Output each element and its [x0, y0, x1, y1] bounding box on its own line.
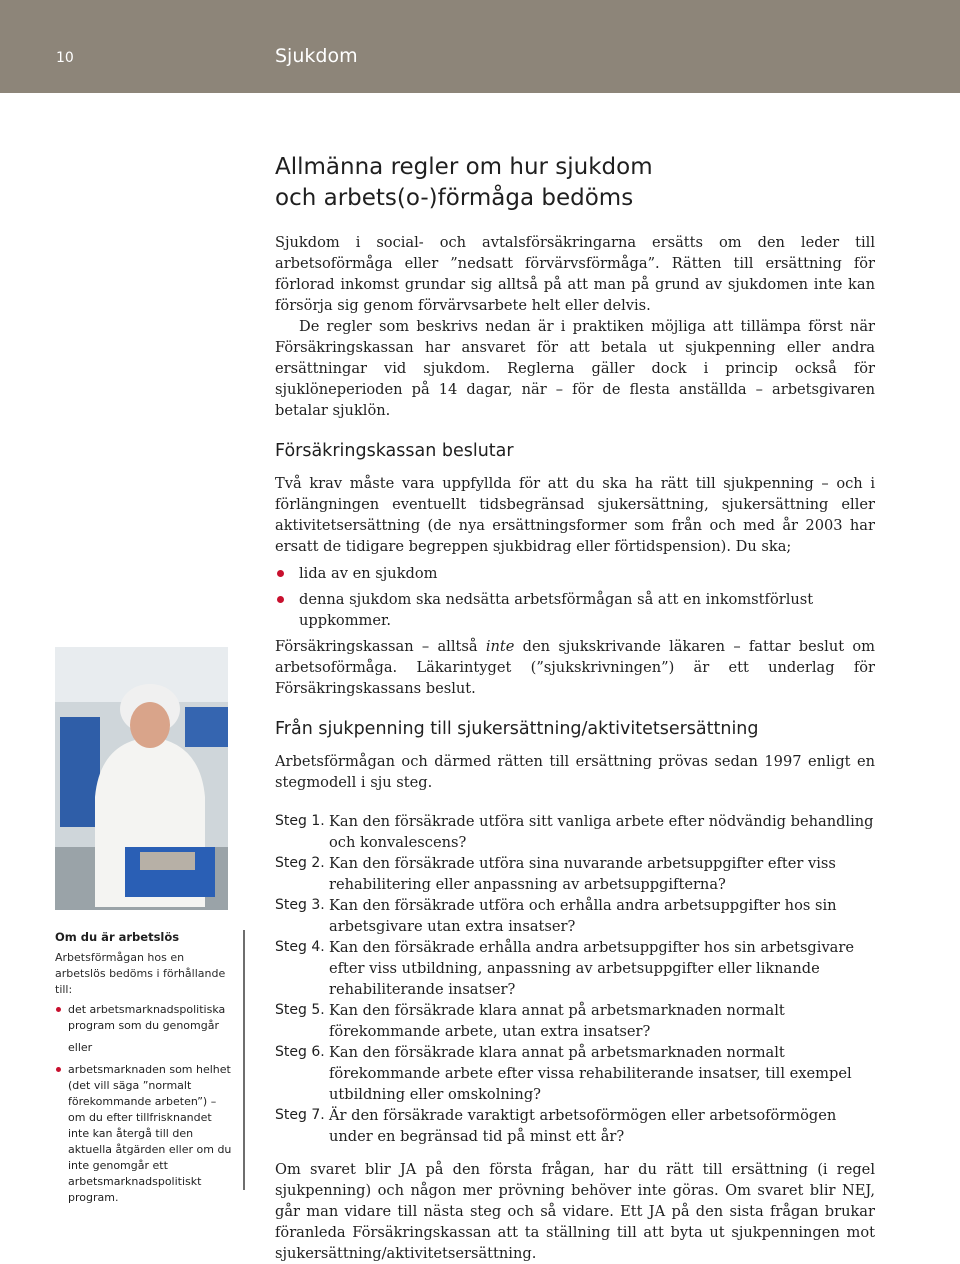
page-title-line: Allmänna regler om hur sjukdom — [275, 154, 653, 180]
section-heading: Försäkringskassan beslutar — [275, 441, 514, 461]
list-item: det arbetsmarknadspolitiska program som du genomgår — [55, 1002, 235, 1034]
main-column — [275, 152, 875, 1264]
section-heading: Från sjukpenning till sjukersättning/aktivitetsersättning — [275, 719, 759, 739]
sidebar-box — [55, 930, 245, 1204]
sidebar-list — [55, 1062, 235, 1206]
page-title — [275, 152, 875, 214]
page-number: 10 — [56, 50, 74, 66]
list-item: Steg 5. Kan den försäkrade klara annat på arbetsmarknaden normalt förekommande arbete, utan extra insatser? — [275, 1002, 785, 1040]
sidebar-list — [55, 1002, 235, 1034]
section-paragraph: Försäkringskassan – alltså inte den sjukskrivande läkaren – fattar beslut om arbetsoförmåga. Läkarintyget (”sjukskrivningen”) är ett underlag för Försäkringskassans beslut. — [275, 638, 875, 697]
worker-photo — [55, 647, 228, 910]
list-item: lida av en sjukdom — [275, 563, 875, 584]
list-item: Steg 1. Kan den försäkrade utföra sitt vanliga arbete efter nödvändig behandling och konvalescens? — [275, 813, 874, 851]
bullet-icon — [277, 570, 284, 577]
intro-paragraph: Sjukdom i social- och avtalsförsäkringarna ersätts om den leder till arbetsoförmåga eller ”nedsatt förvärvsförmåga”. Rätten till ersättning för förlorad inkomst grundar sig alltså på att man på grund av sjukdomen inte kan försörja sig genom förvärvsarbete helt eller delvis. — [275, 234, 875, 314]
sidebar-title: Om du är arbetslös — [55, 930, 180, 944]
bullet-icon — [56, 1067, 61, 1072]
list-item: Steg 2. Kan den försäkrade utföra sina nuvarande arbetsuppgifter efter viss rehabilitering eller anpassning av arbetsuppgifterna? — [275, 855, 836, 893]
section-paragraph: Arbetsförmågan och därmed rätten till ersättning prövas sedan 1997 enligt en stegmodell i sju steg. — [275, 753, 875, 791]
list-item: Steg 7. Är den försäkrade varaktigt arbetsoförmögen eller arbetsoförmögen under en begränsad tid på minst ett år? — [275, 1107, 837, 1145]
intro-paragraph: De regler som beskrivs nedan är i praktiken möjliga att tillämpa först när Försäkringskassan har ansvaret för att betala ut sjukpenning eller andra ersättningar vid sjukdom. Reglerna gäller dock i princip också för sjuklöneperioden på 14 dagar, när – för de flesta anställda – arbetsgivaren betalar sjuklön. — [275, 318, 875, 419]
bullet-icon — [277, 596, 284, 603]
sidebar-intro: Arbetsförmågan hos en arbetslös bedöms i förhållande till: — [55, 951, 226, 996]
list-item: Steg 3. Kan den försäkrade utföra och erhålla andra arbetsuppgifter hos sin arbetsgivare utan extra insatser? — [275, 897, 837, 935]
step-list — [275, 811, 875, 1147]
running-title: Sjukdom — [275, 45, 358, 67]
section-paragraph: Om svaret blir JA på den första frågan, har du rätt till ersättning (i regel sjukpenning) och någon mer prövning behöver inte göras. Om svaret blir NEJ, går man vidare till nästa steg och så vidare. Ett JA på den sista frågan brukar föranleda Försäkringskassan att ta ställning till att byta ut sjukpenningen mot sjukersättning/aktivitetsersättning. — [275, 1161, 875, 1262]
section-paragraph: Två krav måste vara uppfyllda för att du ska ha rätt till sjukpenning – och i förlängningen eventuellt tidsbegränsad sjukersättning, sjukersättning eller aktivitetsersättning (de nya ersättningsformer som från och med år 2003 har ersatt de tidigare begreppen sjukbidrag eller förtidspension). Du ska; — [275, 475, 875, 555]
list-item: arbetsmarknaden som helhet (det vill säga ”normalt förekommande arbeten”) – om du efter tillfrisknandet inte kan återgå till den aktuella åtgärden eller om du inte genomgår ett arbetsmarknadspolitiskt program. — [55, 1062, 235, 1206]
list-item: Steg 6. Kan den försäkrade klara annat på arbetsmarknaden normalt förekommande arbete efter vissa rehabiliterande insatser, till exempel utbildning eller omskolning? — [275, 1044, 852, 1103]
page-header — [0, 0, 960, 93]
page-title-line: och arbets(o-)förmåga bedöms — [275, 185, 634, 211]
sidebar-or: eller — [68, 1041, 93, 1054]
list-item: Steg 4. Kan den försäkrade erhålla andra arbetsuppgifter hos sin arbetsgivare efter viss utbildning, anpassning av arbetsuppgifter eller liknande rehabiliterande insatser? — [275, 939, 854, 998]
bullet-icon — [56, 1007, 61, 1012]
list-item: denna sjukdom ska nedsätta arbetsförmågan så att en inkomstförlust uppkommer. — [275, 589, 875, 631]
requirements-list — [275, 563, 875, 631]
